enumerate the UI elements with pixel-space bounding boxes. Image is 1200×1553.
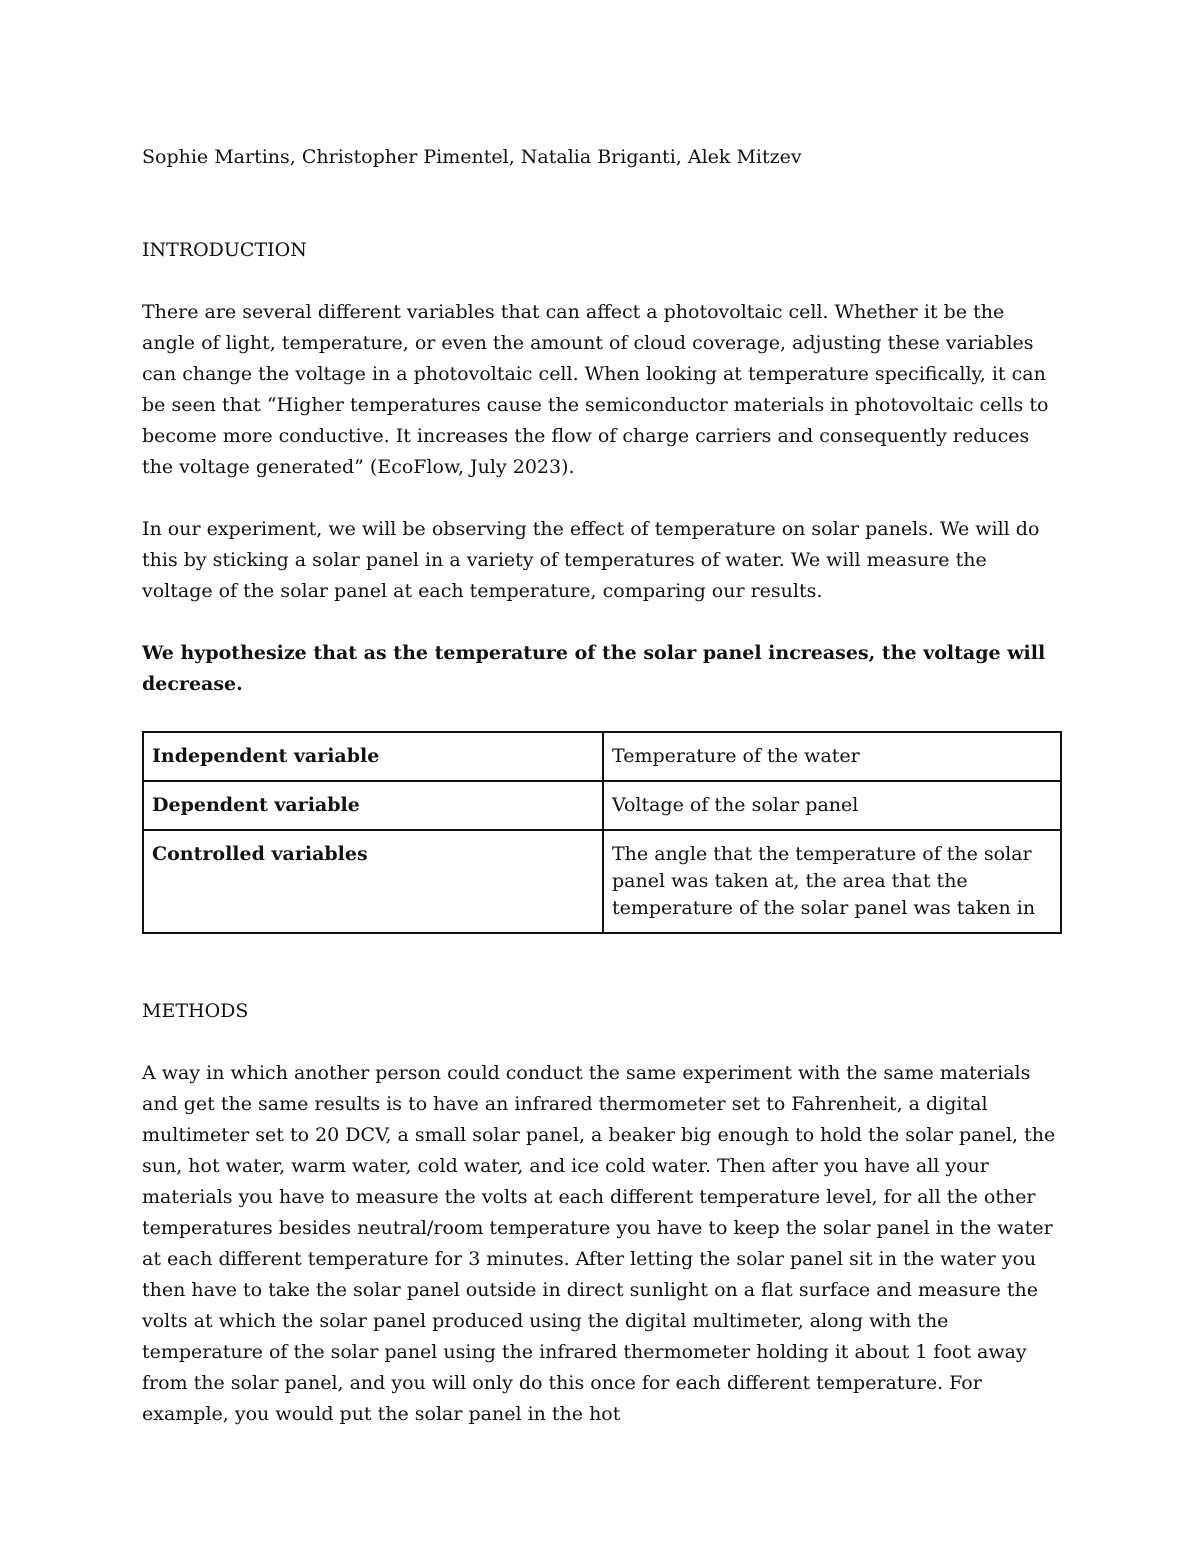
variables-table: [142, 731, 1062, 934]
introduction-paragraph-2: In our experiment, we will be observing the effect of temperature on solar panels. We will do this by sticking a solar panel in a variety of temperatures of water. We will measure the voltage of the solar panel at each temperature, comparing our results.: [142, 518, 1040, 602]
methods-paragraph-1: A way in which another person could conduct the same experiment with the same materials and get the same results is to have an infrared thermometer set to Fahrenheit, a digital multimeter set to 20 DCV, a small solar panel, a beaker big enough to hold the solar panel, the sun, hot water, warm water, cold water, and ice cold water. Then after you have all your materials you have to measure the volts at each different temperature level, for all the other temperatures besides neutral/room temperature you have to keep the solar panel in the water at each different temperature for 3 minutes. After letting the solar panel sit in the water you then have to take the solar panel outside in direct sunlight on a flat surface and measure the volts at which the solar panel produced using the digital multimeter, along with the temperature of the solar panel using the infrared thermometer holding it about 1 foot away from the solar panel, and you will only do this once for each different temperature. For example, you would put the solar panel in the hot: [142, 1062, 1056, 1425]
methods-heading: METHODS: [142, 1000, 249, 1022]
introduction-heading: INTRODUCTION: [142, 239, 307, 261]
author-list: Sophie Martins, Christopher Pimentel, Natalia Briganti, Alek Mitzev: [142, 146, 802, 168]
introduction-paragraph-1: There are several different variables that can affect a photovoltaic cell. Whether it be the angle of light, temperature, or even the amount of cloud coverage, adjusting these variables can change the voltage in a photovoltaic cell. When looking at temperature specifically, it can be seen that “Higher temperatures cause the semiconductor materials in photovoltaic cells to become more conductive. It increases the flow of charge carriers and consequently reduces the voltage generated” (EcoFlow, July 2023).: [142, 301, 1049, 478]
variable-label: Dependent variable: [143, 781, 603, 830]
table-row: [143, 781, 1061, 830]
table-row: [143, 732, 1061, 781]
hypothesis-statement: We hypothesize that as the temperature of the solar panel increases, the voltage will decrease.: [142, 642, 1046, 695]
variable-label: Independent variable: [143, 732, 603, 781]
variable-label: Controlled variables: [143, 830, 603, 933]
variable-value: Temperature of the water: [603, 732, 1061, 781]
table-row: [143, 830, 1061, 933]
variable-value: The angle that the temperature of the solar panel was taken at, the area that the temperature of the solar panel was taken in: [603, 830, 1061, 933]
variable-value: Voltage of the solar panel: [603, 781, 1061, 830]
document-page: [142, 142, 1062, 1430]
